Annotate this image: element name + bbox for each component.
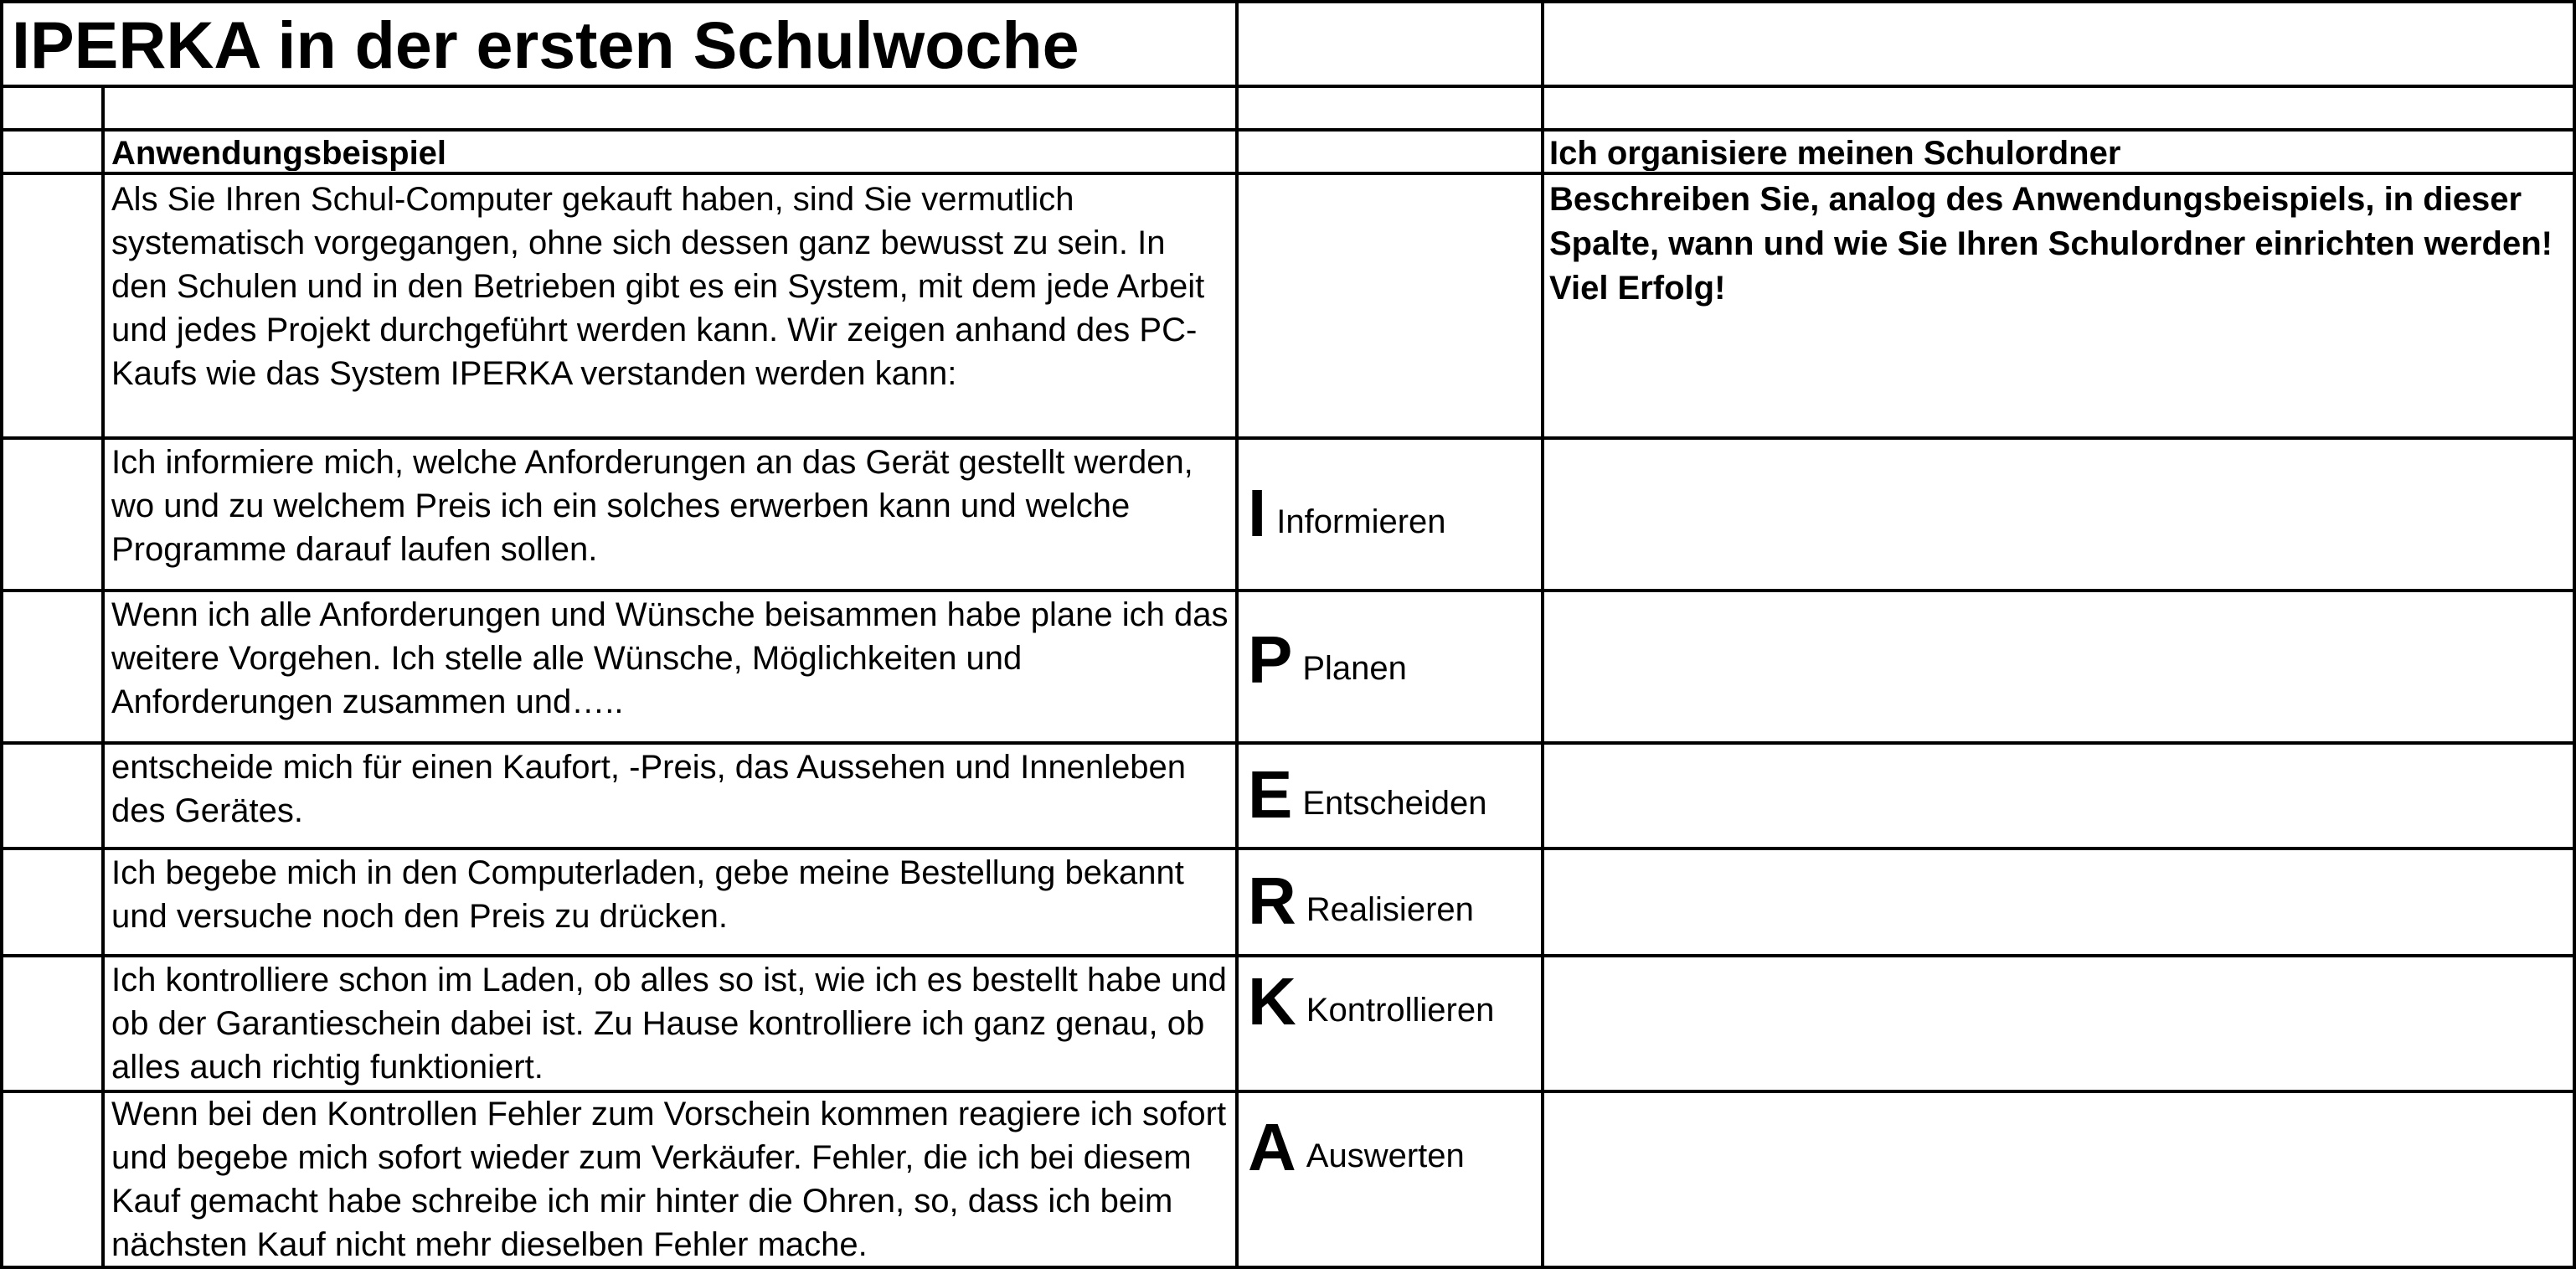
page-title: IPERKA in der ersten Schulwoche bbox=[12, 12, 1079, 82]
step-name: Auswerten bbox=[1306, 1137, 1465, 1174]
step-letter: R bbox=[1248, 864, 1296, 938]
step-letter: P bbox=[1248, 622, 1293, 697]
step-letter: K bbox=[1248, 964, 1296, 1039]
grid-line bbox=[0, 85, 2576, 88]
answer-cell-kontrollieren[interactable] bbox=[1544, 957, 2573, 1090]
answer-cell-informieren[interactable] bbox=[1544, 440, 2573, 589]
answer-cell-planen[interactable] bbox=[1544, 592, 2573, 741]
step-informieren-label bbox=[1248, 441, 1537, 586]
step-kontrollieren-label bbox=[1248, 958, 1537, 1045]
step-planen-text: Wenn ich alle Anforderungen und Wünsche beisammen habe plane ich das weitere Vorgehen. Ich stelle alle Wünsche, Möglichkeiten und Anforderungen zusammen und….. bbox=[111, 596, 1229, 720]
intro-text: Als Sie Ihren Schul-Computer gekauft haben, sind Sie vermutlich systematisch vorgegangen, ohne sich dessen ganz bewusst zu sein. In den Schulen und in den Betrieben gibt es ein System, mit dem jede Arbeit und jedes Projekt durchgeführt werden kann. Wir zeigen anhand des PC-Kaufs wie das System IPERKA verstanden werden kann: bbox=[111, 181, 1205, 392]
step-letter: I bbox=[1248, 476, 1267, 550]
grid-line bbox=[2573, 0, 2576, 1269]
step-auswerten-text: Wenn bei den Kontrollen Fehler zum Vorschein kommen reagiere ich sofort und begebe mich sofort wieder zum Verkäufer. Fehler, die ich bei diesem Kauf gemacht habe schreibe ich mir hinter die Ohren, so, dass ich beim nächsten Kauf nicht mehr dieselben Fehler mache. bbox=[111, 1096, 1227, 1263]
step-entscheiden-text: entscheide mich für einen Kaufort, -Preis, das Aussehen und Innenleben des Gerätes. bbox=[111, 749, 1187, 829]
task-instruction[interactable]: Beschreiben Sie, analog des Anwendungsbeispiels, in dieser Spalte, wann und wie Sie Ihren Schulordner einrichten werden! Viel Erfolg! bbox=[1549, 181, 2553, 307]
answer-cell-realisieren[interactable] bbox=[1544, 850, 2573, 954]
step-name: Entscheiden bbox=[1302, 784, 1487, 822]
step-entscheiden-label bbox=[1248, 745, 1537, 844]
grid-line bbox=[0, 0, 3, 1269]
step-kontrollieren-text: Ich kontrolliere schon im Laden, ob alles so ist, wie ich es bestellt habe und ob der Garantieschein dabei ist. Zu Hause kontrolliere ich ganz genau, ob alles auch richtig funktioniert. bbox=[111, 962, 1227, 1086]
step-name: Kontrollieren bbox=[1306, 991, 1495, 1029]
grid-line bbox=[0, 1266, 2576, 1269]
grid-line bbox=[0, 0, 2576, 3]
task-column-header: Ich organisiere meinen Schulordner bbox=[1549, 135, 2121, 171]
answer-cell-entscheiden[interactable] bbox=[1544, 745, 2573, 847]
answer-cell-auswerten[interactable] bbox=[1544, 1093, 2573, 1266]
step-letter: A bbox=[1248, 1110, 1296, 1184]
step-auswerten-label bbox=[1248, 1094, 1537, 1201]
example-column-header: Anwendungsbeispiel bbox=[111, 135, 447, 171]
step-realisieren-label bbox=[1248, 851, 1537, 952]
step-planen-label bbox=[1248, 593, 1537, 727]
step-realisieren-text: Ich begebe mich in den Computerladen, gebe meine Bestellung bekannt und versuche noch den Preis zu drücken. bbox=[111, 854, 1184, 935]
step-name: Planen bbox=[1302, 649, 1407, 687]
step-letter: E bbox=[1248, 757, 1293, 832]
grid-line bbox=[101, 85, 105, 1269]
grid-line bbox=[1235, 0, 1239, 1269]
grid-line bbox=[0, 172, 2576, 175]
step-name: Informieren bbox=[1276, 503, 1446, 540]
step-name: Realisieren bbox=[1306, 890, 1474, 928]
step-informieren-text: Ich informiere mich, welche Anforderungen an das Gerät gestellt werden, wo und zu welchem Preis ich ein solches erwerben kann und welche Programme darauf laufen sollen. bbox=[111, 444, 1193, 568]
grid-line bbox=[0, 128, 2576, 132]
